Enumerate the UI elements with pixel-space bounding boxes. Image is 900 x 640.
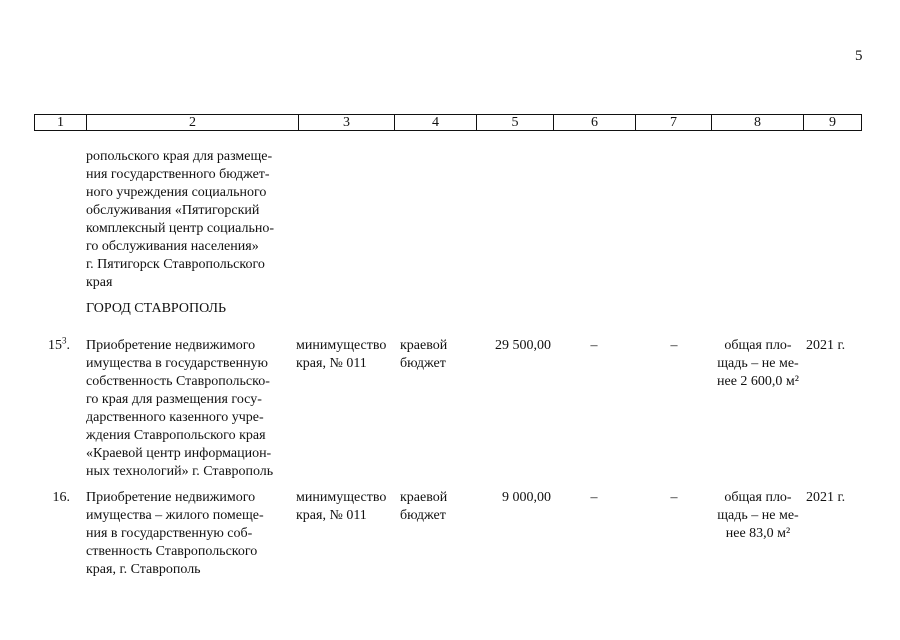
row-number: $15^3$. xyxy=(48,335,70,353)
text-line: Приобретение недвижимого xyxy=(86,490,256,505)
header-col-4: 4 xyxy=(395,115,477,130)
text-line: обслуживания «Пятигорский xyxy=(86,203,260,218)
text-line: минимущество xyxy=(296,490,387,505)
header-col-8: 8 xyxy=(712,115,804,130)
header-col-7: 7 xyxy=(636,115,712,130)
text-line: имущества в государственную xyxy=(86,356,269,371)
row-name xyxy=(86,489,292,579)
text-line: общая пло- xyxy=(724,490,792,505)
text-line: края, № 011 xyxy=(296,356,367,371)
row-customer xyxy=(296,489,394,525)
text-line: Приобретение недвижимого xyxy=(86,338,256,353)
text-line: нее 83,0 м² xyxy=(725,526,791,541)
row-name xyxy=(86,337,292,481)
header-col-6: 6 xyxy=(554,115,636,130)
text-line: ния государственного бюджет- xyxy=(86,167,270,182)
row-col6: – xyxy=(590,490,598,505)
text-line: комплексный центр социально- xyxy=(86,221,274,236)
text-line: ждения Ставропольского края xyxy=(86,428,266,443)
text-line: дарственного казенного учре- xyxy=(86,410,264,425)
text-line: краевой xyxy=(400,338,448,353)
text-line: бюджет xyxy=(400,356,446,371)
text-line: щадь – не ме- xyxy=(717,356,799,371)
text-line: общая пло- xyxy=(724,338,792,353)
row-year: 2021 г. xyxy=(806,490,846,505)
row-col7: – xyxy=(670,490,678,505)
text-line: г. Пятигорск Ставропольского xyxy=(86,257,265,272)
text-line: ственность Ставропольского xyxy=(86,544,258,559)
text-line: края xyxy=(86,275,113,290)
text-line: ния в государственную соб- xyxy=(86,526,253,541)
row-capacity xyxy=(710,337,806,391)
section-title: ГОРОД СТАВРОПОЛЬ xyxy=(86,301,227,316)
text-line: ного учреждения социального xyxy=(86,185,267,200)
text-line: ропольского края для размеще- xyxy=(86,149,273,164)
row-year: 2021 г. xyxy=(806,338,846,353)
header-col-5: 5 xyxy=(477,115,554,130)
table-header-row xyxy=(34,114,862,131)
header-col-9: 9 xyxy=(829,115,836,130)
text-line: го края для размещения госу- xyxy=(86,392,262,407)
text-line: минимущество xyxy=(296,338,387,353)
text-line: собственность Ставропольско- xyxy=(86,374,270,389)
row-amount: 9 000,00 xyxy=(502,490,551,505)
text-line: ных технологий» г. Ставрополь xyxy=(86,464,274,479)
row-source xyxy=(400,489,476,525)
row-customer xyxy=(296,337,394,373)
text-line: нее 2 600,0 м² xyxy=(717,374,799,389)
row-col6: – xyxy=(590,338,598,353)
row-col7: – xyxy=(670,338,678,353)
text-line: бюджет xyxy=(400,508,446,523)
page-number: 5 xyxy=(855,48,863,64)
row-source xyxy=(400,337,476,373)
text-line: края, № 011 xyxy=(296,508,367,523)
row-capacity xyxy=(710,489,806,543)
header-col-3: 3 xyxy=(299,115,395,130)
header-col-1: 1 xyxy=(35,115,87,130)
text-line: «Краевой центр информацион- xyxy=(86,446,272,461)
text-line: края, г. Ставрополь xyxy=(86,562,201,577)
text-line: щадь – не ме- xyxy=(717,508,799,523)
row-number: 16. xyxy=(52,490,70,505)
text-line: имущества – жилого помеще- xyxy=(86,508,264,523)
row-amount: 29 500,00 xyxy=(495,338,551,353)
continuation-text xyxy=(86,148,292,292)
text-line: го обслуживания населения» xyxy=(86,239,259,254)
text-line: краевой xyxy=(400,490,448,505)
header-col-2: 2 xyxy=(87,115,299,130)
